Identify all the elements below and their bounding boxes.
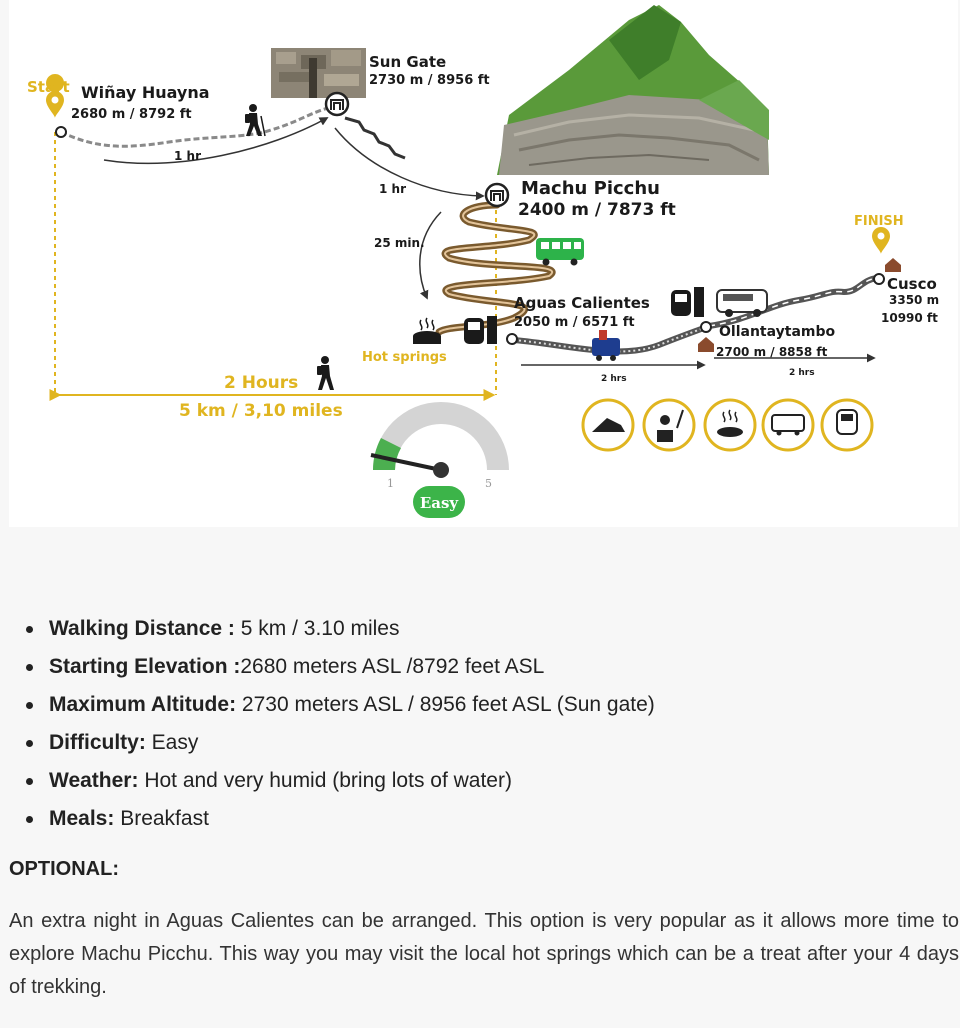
optional-heading: OPTIONAL: (9, 858, 119, 880)
fact-weather: Weather: Hot and very humid (bring lots of water) (9, 762, 959, 800)
hot-springs-icon (705, 400, 755, 450)
optional-text: An extra night in Aguas Calientes can be arranged. This option is very popular as it allows more time to explore Machu Picchu. This way you may visit the local hot springs which can be a treat after your 4 days of trekking. (9, 910, 959, 998)
leg-time-2: 1 hr (379, 182, 406, 196)
van-icon (717, 290, 767, 317)
ollantaytambo-elevation: 2700 m / 8858 ft (716, 345, 828, 359)
train-front-icon (464, 316, 497, 344)
gauge-min: 1 (387, 477, 394, 490)
aguas-calientes-name: Aguas Calientes (514, 294, 650, 312)
difficulty-gauge (371, 402, 509, 518)
leg-time-1: 1 hr (174, 149, 201, 163)
sun-gate-elevation: 2730 m / 8956 ft (369, 73, 490, 88)
bus-icon (536, 238, 584, 266)
sun-gate-icon (326, 93, 348, 115)
train-engine-icon (592, 330, 620, 361)
facts-list (9, 610, 959, 838)
trek-info (9, 610, 959, 1004)
guide-icon (644, 400, 694, 450)
sun-gate-image (271, 48, 366, 98)
sun-gate-name: Sun Gate (369, 53, 447, 71)
total-distance: 5 km / 3,10 miles (179, 401, 343, 421)
total-time: 2 Hours (224, 373, 299, 393)
house-icon-2 (885, 258, 901, 272)
machu-picchu-elevation: 2400 m / 7873 ft (518, 200, 676, 220)
fact-difficulty: Difficulty: Easy (9, 724, 959, 762)
train-front-icon-2 (671, 287, 704, 317)
finish-pin-icon (872, 227, 890, 254)
train-icon (822, 400, 872, 450)
fact-meals: Meals: Breakfast (9, 800, 959, 838)
machu-picchu-name: Machu Picchu (521, 178, 660, 199)
house-icon (698, 337, 714, 352)
leg-time-5: 2 hrs (789, 368, 815, 378)
fact-starting-elevation: Starting Elevation :2680 meters ASL /8792 feet ASL (9, 648, 959, 686)
cusco-elevation-m: 3350 m (889, 293, 940, 307)
winay-huayna-elevation: 2680 m / 8792 ft (71, 107, 192, 122)
bus-van-icon (763, 400, 813, 450)
leg-time-3: 25 min. (374, 236, 425, 250)
ollantaytambo-name: Ollantaytambo (719, 324, 836, 340)
aguas-calientes-elevation: 2050 m / 6571 ft (514, 315, 635, 330)
gauge-max: 5 (485, 477, 492, 490)
cusco-name: Cusco (887, 275, 937, 293)
start-label: Start (27, 78, 70, 96)
fact-walking-distance: Walking Distance : 5 km / 3.10 miles (9, 610, 959, 648)
hot-springs-label: Hot springs (362, 350, 447, 365)
fact-maximum-altitude: Maximum Altitude: 2730 meters ASL / 8956 feet ASL (Sun gate) (9, 686, 959, 724)
activity-icons (583, 400, 872, 450)
walking-icon (583, 400, 633, 450)
trek-diagram (9, 0, 958, 527)
finish-label: FINISH (854, 214, 904, 229)
machu-picchu-image (497, 5, 769, 175)
difficulty-badge: Easy (419, 494, 459, 512)
cusco-elevation-ft: 10990 ft (881, 311, 938, 325)
winay-huayna-name: Wiñay Huayna (81, 83, 210, 102)
hiker-icon (245, 104, 265, 136)
hiker-icon-2 (317, 356, 334, 390)
machu-picchu-gate-icon (486, 184, 508, 206)
leg-time-4: 2 hrs (601, 374, 627, 384)
